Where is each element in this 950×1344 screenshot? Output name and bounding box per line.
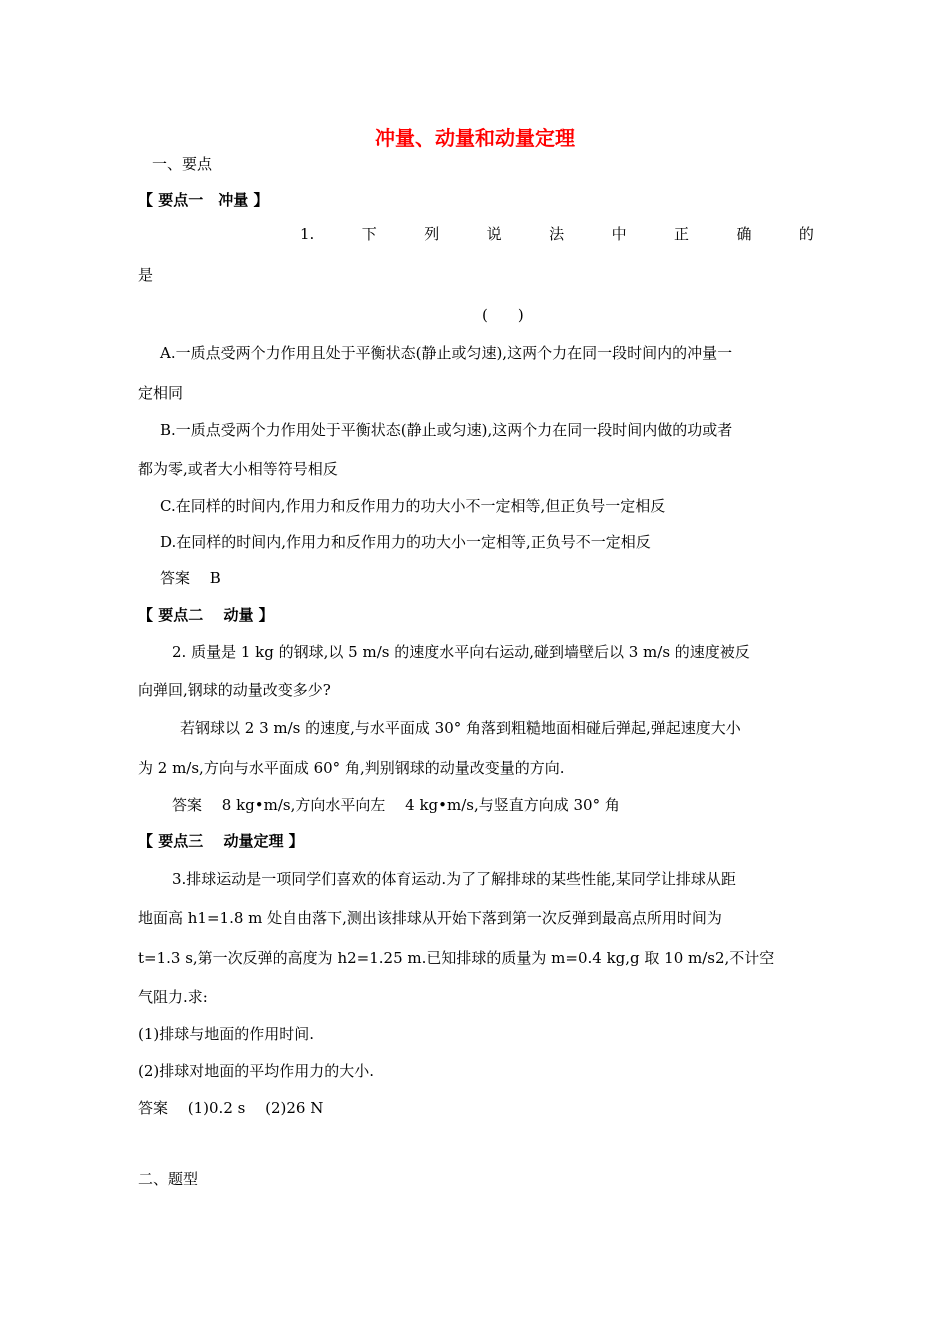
- option-b-line1: B.一质点受两个力作用处于平衡状态(静止或匀速),这两个力在同一段时间内做的功或者: [160, 421, 733, 439]
- option-c: C.在同样的时间内,作用力和反作用力的功大小不一定相等,但正负号一定相反: [160, 497, 666, 515]
- question3-line1: 3.排球运动是一项同学们喜欢的体育运动.为了了解排球的某些性能,某同学让排球从距: [172, 870, 736, 888]
- section-heading-types: 二、题型: [138, 1170, 199, 1188]
- question3-sub1: (1)排球与地面的作用时间.: [138, 1025, 315, 1043]
- question1-char: 1.: [300, 225, 315, 243]
- question2-line3: 若钢球以 2 3 m/s 的速度,与水平面成 30° 角落到粗糙地面相碰后弹起,弹起速度大小: [180, 719, 741, 737]
- answer-blank: ( ): [482, 306, 524, 324]
- question1-char: 正: [674, 225, 690, 243]
- point3-heading: 【 要点三 动量定理 】: [138, 832, 304, 850]
- question2-line1: 2. 质量是 1 kg 的钢球,以 5 m/s 的速度水平向右运动,碰到墙壁后以 3 m/s 的速度被反: [172, 643, 750, 661]
- question2-line4: 为 2 m/s,方向与水平面成 60° 角,判别钢球的动量改变量的方向.: [138, 759, 565, 777]
- question2-line2: 向弹回,钢球的动量改变多少?: [138, 681, 331, 699]
- section-heading-points: 一、要点: [152, 155, 213, 173]
- option-d: D.在同样的时间内,作用力和反作用力的功大小一定相等,正负号不一定相反: [160, 533, 651, 551]
- question1-stem-tail: 是: [138, 266, 154, 284]
- question1-char: 法: [549, 225, 565, 243]
- question1-char: 中: [611, 225, 627, 243]
- question3-line4: 气阻力.求:: [138, 988, 208, 1006]
- question3-line2: 地面高 h1=1.8 m 处自由落下,测出该排球从开始下落到第一次反弹到最高点所用时间为: [138, 909, 722, 927]
- question1-char: 列: [424, 225, 440, 243]
- page-title: 冲量、动量和动量定理: [375, 126, 575, 150]
- question1-char: 下: [361, 225, 377, 243]
- question3-sub2: (2)排球对地面的平均作用力的大小.: [138, 1062, 375, 1080]
- question1-answer: 答案 B: [160, 569, 221, 587]
- option-a-line2: 定相同: [138, 384, 184, 402]
- question2-answer: 答案 8 kg•m/s,方向水平向左 4 kg•m/s,与竖直方向成 30° 角: [172, 796, 620, 814]
- question1-char: 确: [736, 225, 752, 243]
- option-b-line2: 都为零,或者大小相等符号相反: [138, 460, 338, 478]
- question1-char: 的: [798, 225, 814, 243]
- question3-answer: 答案 (1)0.2 s (2)26 N: [138, 1099, 324, 1117]
- option-a-line1: A.一质点受两个力作用且处于平衡状态(静止或匀速),这两个力在同一段时间内的冲量一: [160, 344, 733, 362]
- point1-heading: 【 要点一 冲量 】: [138, 191, 269, 209]
- question1-stem: [300, 224, 814, 244]
- point2-heading: 【 要点二 动量 】: [138, 606, 274, 624]
- question1-char: 说: [486, 225, 502, 243]
- question3-line3: t=1.3 s,第一次反弹的高度为 h2=1.25 m.已知排球的质量为 m=0.4 kg,g 取 10 m/s2,不计空: [138, 949, 775, 967]
